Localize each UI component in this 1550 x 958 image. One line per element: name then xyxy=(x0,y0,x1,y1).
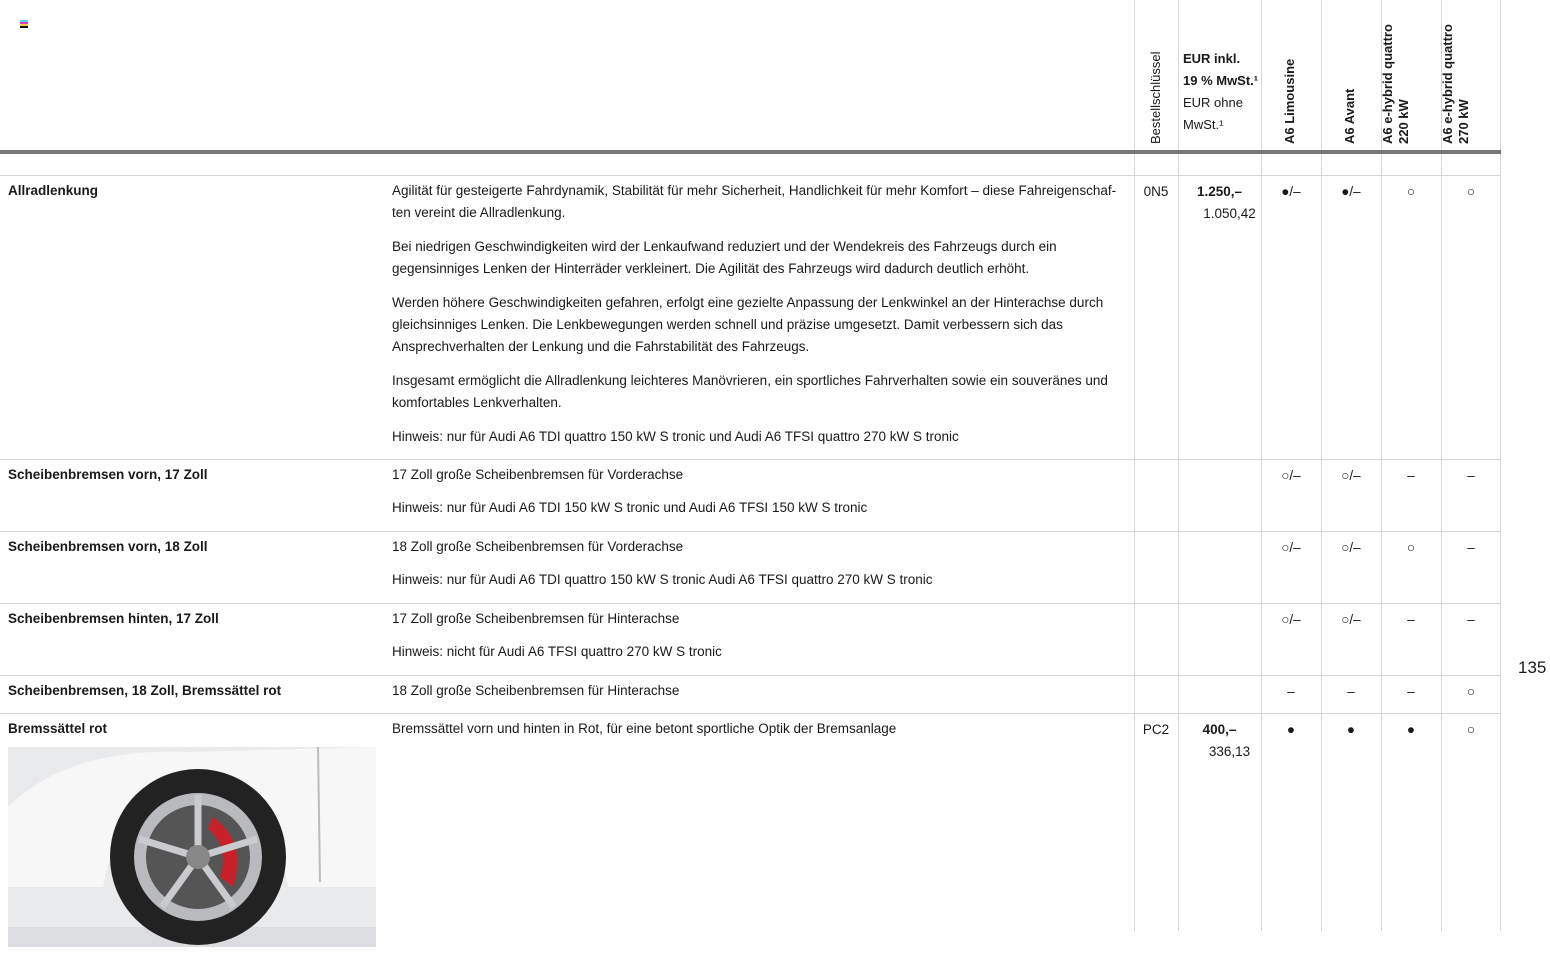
price xyxy=(1178,719,1261,763)
description-paragraph: Hinweis: nur für Audi A6 TDI quattro 150 kW S tronic Audi A6 TFSI quattro 270 kW S tronic xyxy=(392,572,933,588)
option-title: Scheibenbremsen hinten, 17 Zoll xyxy=(8,611,219,626)
header-price-incl-line2: 19 % MwSt.¹ xyxy=(1183,73,1259,88)
red-brake-caliper-car-image xyxy=(8,747,376,947)
option-title: Allradlenkung xyxy=(8,183,99,198)
description-paragraph: 18 Zoll große Scheibenbremsen für Vorderachse xyxy=(392,539,684,554)
header-model-ehybrid-270: A6 e-hybrid quattro 270 kW xyxy=(1440,24,1471,144)
header-price-excl-line1: EUR ohne xyxy=(1183,95,1243,110)
availability-mark: ●/– xyxy=(1281,184,1301,199)
price xyxy=(1178,181,1261,225)
availability-mark: ○ xyxy=(1406,184,1416,199)
description-paragraph: Bremssättel vorn und hinten in Rot, für eine betont sportliche Optik der Bremsanlage xyxy=(392,721,897,736)
order-code: 0N5 xyxy=(1143,184,1169,199)
header-price xyxy=(1183,48,1258,136)
availability-mark: ● xyxy=(1346,722,1356,737)
availability-mark: ○/– xyxy=(1341,612,1361,627)
table-row xyxy=(0,459,1501,531)
page-number: 135 xyxy=(1518,658,1547,677)
header-model-a6-avant: A6 Avant xyxy=(1342,88,1357,144)
table-row xyxy=(0,713,1501,958)
availability-mark: ● xyxy=(1406,722,1416,737)
option-description xyxy=(392,180,1127,459)
price-excl-vat: 1.050,42 xyxy=(1203,206,1256,221)
description-paragraph: Bei niedrigen Geschwindigkeiten wird der Lenkaufwand reduziert und der Wendekreis des Fahrzeugs durch ein gegensinniges Lenken der Hinterräder verkleinert. Die Agilität des Fahrzeugs wird dadurch deutlich erhöht. xyxy=(392,238,1057,277)
description-paragraph: Werden höhere Geschwindigkeiten gefahren, erfolgt eine gezielte Anpassung der Lenkwinkel an der Hinterachse durch gleichsinniges Lenken. Die Lenkbewegungen werden schnell und präzise umgesetzt. Damit verbessern sich das Ansprechverhalten der Lenkung und die Fahrstabilität des Fahrzeugs. xyxy=(392,294,1104,355)
price-incl-vat: 400,– xyxy=(1202,722,1237,737)
availability-mark: ● xyxy=(1286,722,1296,737)
option-title: Scheibenbremsen, 18 Zoll, Bremssättel rot xyxy=(8,683,282,698)
availability-mark: ○ xyxy=(1466,184,1476,199)
availability-mark: ○ xyxy=(1466,684,1476,699)
header-model-ehybrid-220: A6 e-hybrid quattro 220 kW xyxy=(1380,24,1411,144)
availability-mark: ○/– xyxy=(1281,612,1301,627)
availability-mark: – xyxy=(1467,540,1475,555)
option-description xyxy=(392,464,1127,531)
availability-mark: ○/– xyxy=(1281,540,1301,555)
option-title: Scheibenbremsen vorn, 17 Zoll xyxy=(8,467,208,482)
option-description xyxy=(392,536,1127,603)
price-incl-vat: 1.250,– xyxy=(1196,184,1243,199)
option-description xyxy=(392,608,1127,675)
availability-mark: – xyxy=(1287,684,1295,699)
table-row xyxy=(0,175,1501,459)
availability-mark: – xyxy=(1467,612,1475,627)
price-excl-vat: 336,13 xyxy=(1208,744,1251,759)
option-title: Bremssättel rot xyxy=(8,721,108,736)
availability-mark: ○/– xyxy=(1341,540,1361,555)
description-paragraph: Hinweis: nicht für Audi A6 TFSI quattro 270 kW S tronic xyxy=(392,644,722,660)
description-paragraph: Hinweis: nur für Audi A6 TDI quattro 150 kW S tronic und Audi A6 TFSI quattro 270 kW S tronic xyxy=(392,428,959,444)
availability-mark: – xyxy=(1407,684,1415,699)
availability-mark: ●/– xyxy=(1341,184,1361,199)
header-model-a6-limousine: A6 Limousine xyxy=(1282,58,1297,144)
option-title: Scheibenbremsen vorn, 18 Zoll xyxy=(8,539,208,554)
description-paragraph: 17 Zoll große Scheibenbremsen für Vorderachse xyxy=(392,467,684,482)
option-description xyxy=(392,680,1127,713)
header-price-incl-line1: EUR inkl. xyxy=(1183,51,1241,66)
availability-mark: ○/– xyxy=(1341,468,1361,483)
description-paragraph: 18 Zoll große Scheibenbremsen für Hinterachse xyxy=(392,683,680,698)
availability-mark: – xyxy=(1347,684,1355,699)
availability-mark: ○ xyxy=(1466,722,1476,737)
print-color-bar-icon xyxy=(20,20,28,28)
table-row xyxy=(0,531,1501,603)
description-paragraph: Agilität für gesteigerte Fahrdynamik, Stabilität für mehr Sicherheit, Handlichkeit für mehr Komfort – diese Fahreigenschaften vereint die Allradlenkung. xyxy=(392,183,1117,221)
header-order-code: Bestellschlüssel xyxy=(1148,51,1163,144)
description-paragraph: Hinweis: nur für Audi A6 TDI 150 kW S tronic und Audi A6 TFSI 150 kW S tronic xyxy=(392,500,868,516)
availability-mark: ○ xyxy=(1406,540,1416,555)
description-paragraph: 17 Zoll große Scheibenbremsen für Hinterachse xyxy=(392,611,680,626)
availability-mark: – xyxy=(1407,468,1415,483)
availability-mark: – xyxy=(1407,612,1415,627)
order-code: PC2 xyxy=(1142,722,1170,737)
header-price-excl-line2: MwSt.¹ xyxy=(1183,117,1224,132)
availability-mark: – xyxy=(1467,468,1475,483)
table-row xyxy=(0,675,1501,713)
description-paragraph: Insgesamt ermöglicht die Allradlenkung leichteres Manövrieren, ein sportliches Fahrverhalten sowie ein souveränes und komfortables Lenkverhalten. xyxy=(392,372,1108,411)
header-divider xyxy=(0,150,1501,154)
option-description xyxy=(392,718,1127,751)
table-row xyxy=(0,603,1501,675)
availability-mark: ○/– xyxy=(1281,468,1301,483)
